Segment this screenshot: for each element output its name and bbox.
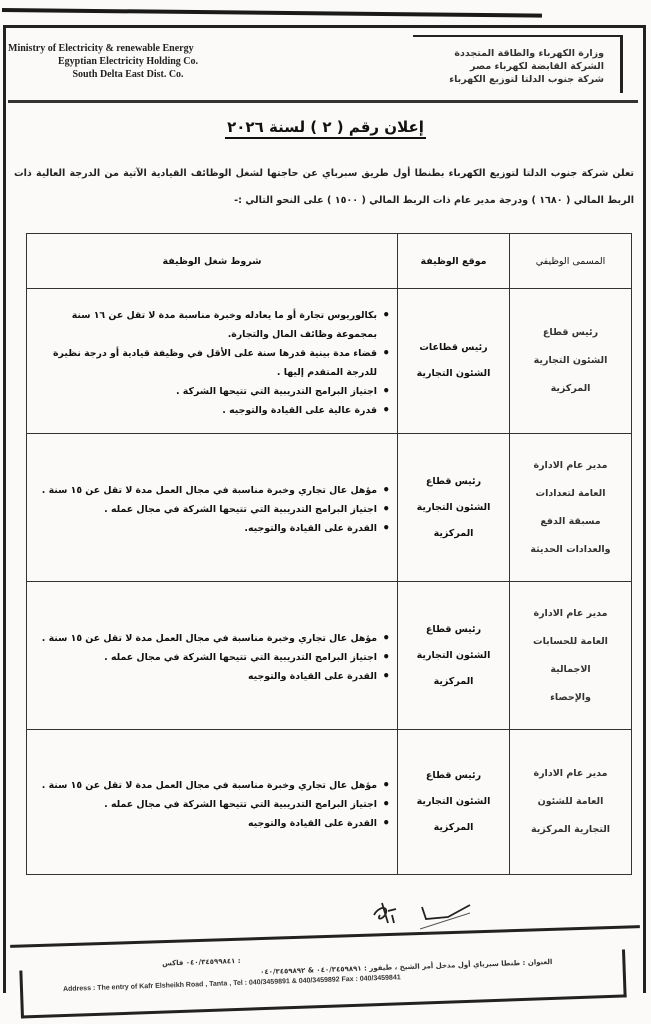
job-location-line: المركزية [433,527,474,539]
job-title-cell [510,289,632,434]
job-title-line: والإحصاء [550,691,591,703]
letterhead-ar-line-3: شركة جنوب الدلتا لتوزيع الكهرباء [449,74,604,85]
letterhead-en-line-3: South Delta East Dist. Co. [72,69,184,80]
job-location-line: المركزية [433,675,474,687]
letterhead-en-line-1: Ministry of Electricity & renewable Energy [8,43,194,54]
intro-paragraph: تعلن شركة جنوب الدلتا لتوزيع الكهرباء بطنطا أول طريق سبرباي عن حاجتها لشغل الوظائف القيادية الآتية من الدرجة العالية ذات الربط المالي ( ١٦٨٠ ) ودرجة مدير عام ذات الربط المالي ( ١٥٠٠ ) على النحو التالي :- [14,168,634,206]
job-title-cell [510,582,632,730]
letterhead-en-line-2: Egyptian Electricity Holding Co. [58,56,198,67]
header-job-conditions: شروط شغل الوظيفة [27,234,398,289]
conditions-list [31,481,391,538]
condition-item: • مؤهل عال تجاري وخبرة مناسبة في مجال العمل مدة لا تقل عن ١٥ سنة . [31,629,377,648]
table-row [27,434,632,582]
signature-icon [370,893,480,933]
job-location-line: الشئون التجارية [416,796,491,807]
condition-item: • بكالوريوس تجارة أو ما يعادله وخبرة مناسبة مدة لا تقل عن ١٦ سنة بمجموعة وظائف المال والتجارة. [31,306,377,344]
job-location-line: الشئون التجارية [416,368,491,379]
condition-item: • القدرة على القيادة والتوجيه [31,814,377,833]
job-conditions-cell [27,582,398,730]
header-job-location: موقع الوظيفة [398,234,510,289]
job-conditions-cell [27,289,398,434]
condition-item: • قدرة عالية على القيادة والتوجيه . [31,401,377,420]
job-location-line: المركزية [433,822,474,833]
conditions-list [31,629,391,686]
condition-item: • مؤهل عال تجاري وخبرة مناسبة في مجال العمل مدة لا تقل عن ١٥ سنة . [31,481,377,500]
job-title-line: مدير عام الادارة [533,607,608,619]
header-divider [8,100,638,103]
letterhead-arabic [413,35,623,93]
condition-item: • القدرة على القيادة والتوجيه [31,667,377,686]
job-location-line: رئيس قطاع [425,770,482,781]
condition-item: • مؤهل عال تجاري وخبرة مناسبة في مجال العمل مدة لا تقل عن ١٥ سنة . [31,776,377,795]
job-title-line: والعدادات الحديثة [530,543,611,555]
footer-address-arabic: العنوان : طنطا سبرباي أول مدخل أمر الشيخ ، طيفور : ٠٤٠/٣٤٥٩٨٩١ & ٠٤٠/٣٤٥٩٨٩٢ [259,957,553,977]
header-job-title: المسمى الوظيفي [510,234,632,289]
announcement-title-text: إعلان رقم ( ٢ ) لسنة ٢٠٢٦ [225,118,426,139]
condition-item: • قضاء مدة بينية قدرها سنة على الأقل في وظيفة قيادية أو درجة نظيرة للدرجة المتقدم إليها . [31,344,377,382]
job-title-line: رئيس قطاع [542,327,599,338]
job-title-line: العامة للشئون [537,796,604,807]
job-location-line: رئيس قطاع [425,623,482,635]
footer-fax: ٠٤٠/٣٤٥٩٩٨٤١ فاكس : [162,956,241,968]
top-border-line [2,8,542,18]
job-location-line: الشئون التجارية [416,501,491,513]
job-title-line: التجارية المركزية [530,824,611,835]
job-location-line: رئيس قطاعات [419,342,488,353]
job-title-line: العامة للحسابات [533,635,608,647]
job-title-line: مدير عام الادارة [533,768,608,779]
letterhead-ar-line-1: وزارة الكهرباء والطاقة المتجددة [454,48,604,59]
job-location-cell [398,289,510,434]
job-title-line: مسبقة الدفع [540,515,601,527]
job-conditions-cell [27,434,398,582]
table-row [27,289,632,434]
table-header-row [27,234,632,289]
footer-address-english: Address : The entry of Kafr Elsheikh Road , Tanta , Tel : 040/3459891 & 040/3459892 Fax : 040/3459841 [62,974,401,994]
job-title-cell [510,730,632,875]
condition-item: • القدرة على القيادة والتوجيه. [31,519,377,538]
job-title-line: الشئون التجارية [533,355,608,366]
condition-item: • اجتياز البرامج التدريبية التي تتيحها الشركة في مجال عمله . [31,500,377,519]
job-location-cell [398,434,510,582]
conditions-list [31,776,391,833]
condition-item: • اجتياز البرامج التدريبية التي تتيحها الشركة . [31,382,377,401]
job-title-line: مدير عام الادارة [533,459,608,471]
job-location-cell [398,730,510,875]
job-title-line: المركزية [550,383,591,394]
letterhead-ar-line-2: الشركة القابضة لكهرباء مصر [470,61,604,72]
job-location-line: رئيس قطاع [425,475,482,487]
conditions-list [31,306,391,420]
job-title-line: الاجمالية [550,663,591,675]
jobs-table [26,233,632,875]
job-location-cell [398,582,510,730]
table-row [27,730,632,875]
job-conditions-cell [27,730,398,875]
condition-item: • اجتياز البرامج التدريبية التي تتيحها الشركة في مجال عمله . [31,795,377,814]
letterhead-english [8,42,248,81]
condition-item: • اجتياز البرامج التدريبية التي تتيحها الشركة في مجال عمله . [31,648,377,667]
job-title-cell [510,434,632,582]
job-location-line: الشئون التجارية [416,649,491,661]
table-row [27,582,632,730]
job-title-line: العامة لتعدادات [535,487,606,499]
announcement-title [0,118,651,136]
